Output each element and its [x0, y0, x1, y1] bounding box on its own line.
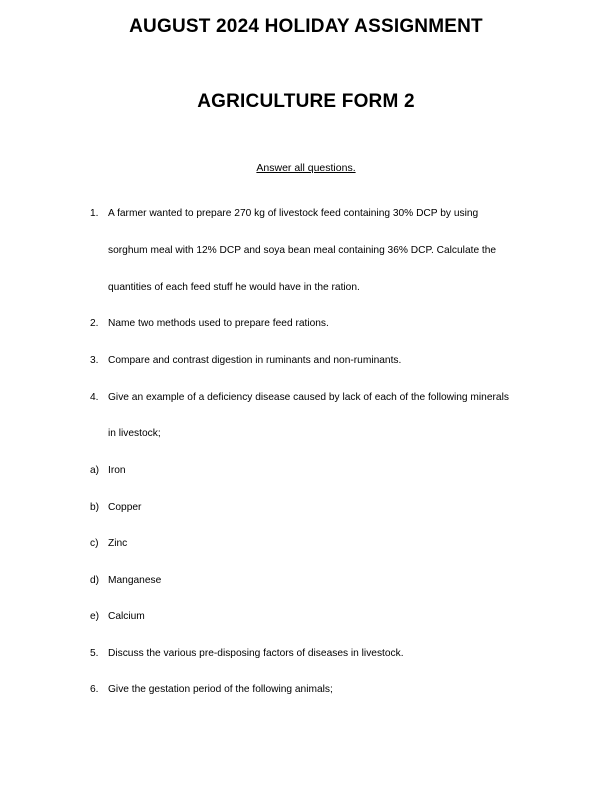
- sub-item-text: Manganese: [108, 575, 162, 586]
- question-number: 5.: [90, 648, 99, 659]
- sub-item-text: Calcium: [108, 611, 145, 622]
- subject-title: AGRICULTURE FORM 2: [197, 91, 415, 112]
- question-text: Compare and contrast digestion in ruminants and non-ruminants.: [108, 355, 402, 366]
- sub-item-text: Iron: [108, 465, 126, 476]
- question-text: A farmer wanted to prepare 270 kg of livestock feed containing 30% DCP by using: [108, 208, 479, 219]
- sub-item-text: Copper: [108, 502, 142, 513]
- sub-item-letter: d): [90, 575, 100, 586]
- instructions: Answer all questions.: [256, 162, 356, 174]
- question-number: 6.: [90, 684, 99, 695]
- question-number: 3.: [90, 355, 99, 366]
- question-text: Discuss the various pre-disposing factors of diseases in livestock.: [108, 648, 404, 659]
- page-title: AUGUST 2024 HOLIDAY ASSIGNMENT: [129, 16, 483, 37]
- question-text: Give the gestation period of the following animals;: [108, 684, 333, 695]
- sub-item-letter: a): [90, 465, 100, 476]
- question-number: 1.: [90, 208, 99, 219]
- sub-item-letter: e): [90, 611, 100, 622]
- question-text: Name two methods used to prepare feed rations.: [108, 318, 329, 329]
- sub-item-letter: c): [90, 538, 99, 549]
- question-text: in livestock;: [108, 428, 161, 439]
- sub-item-letter: b): [90, 502, 100, 513]
- question-text: quantities of each feed stuff he would have in the ration.: [108, 282, 360, 293]
- question-number: 4.: [90, 392, 99, 403]
- question-text: Give an example of a deficiency disease caused by lack of each of the following minerals: [108, 392, 509, 403]
- sub-item-text: Zinc: [108, 538, 128, 549]
- question-text: sorghum meal with 12% DCP and soya bean meal containing 36% DCP. Calculate the: [108, 245, 497, 256]
- question-number: 2.: [90, 318, 99, 329]
